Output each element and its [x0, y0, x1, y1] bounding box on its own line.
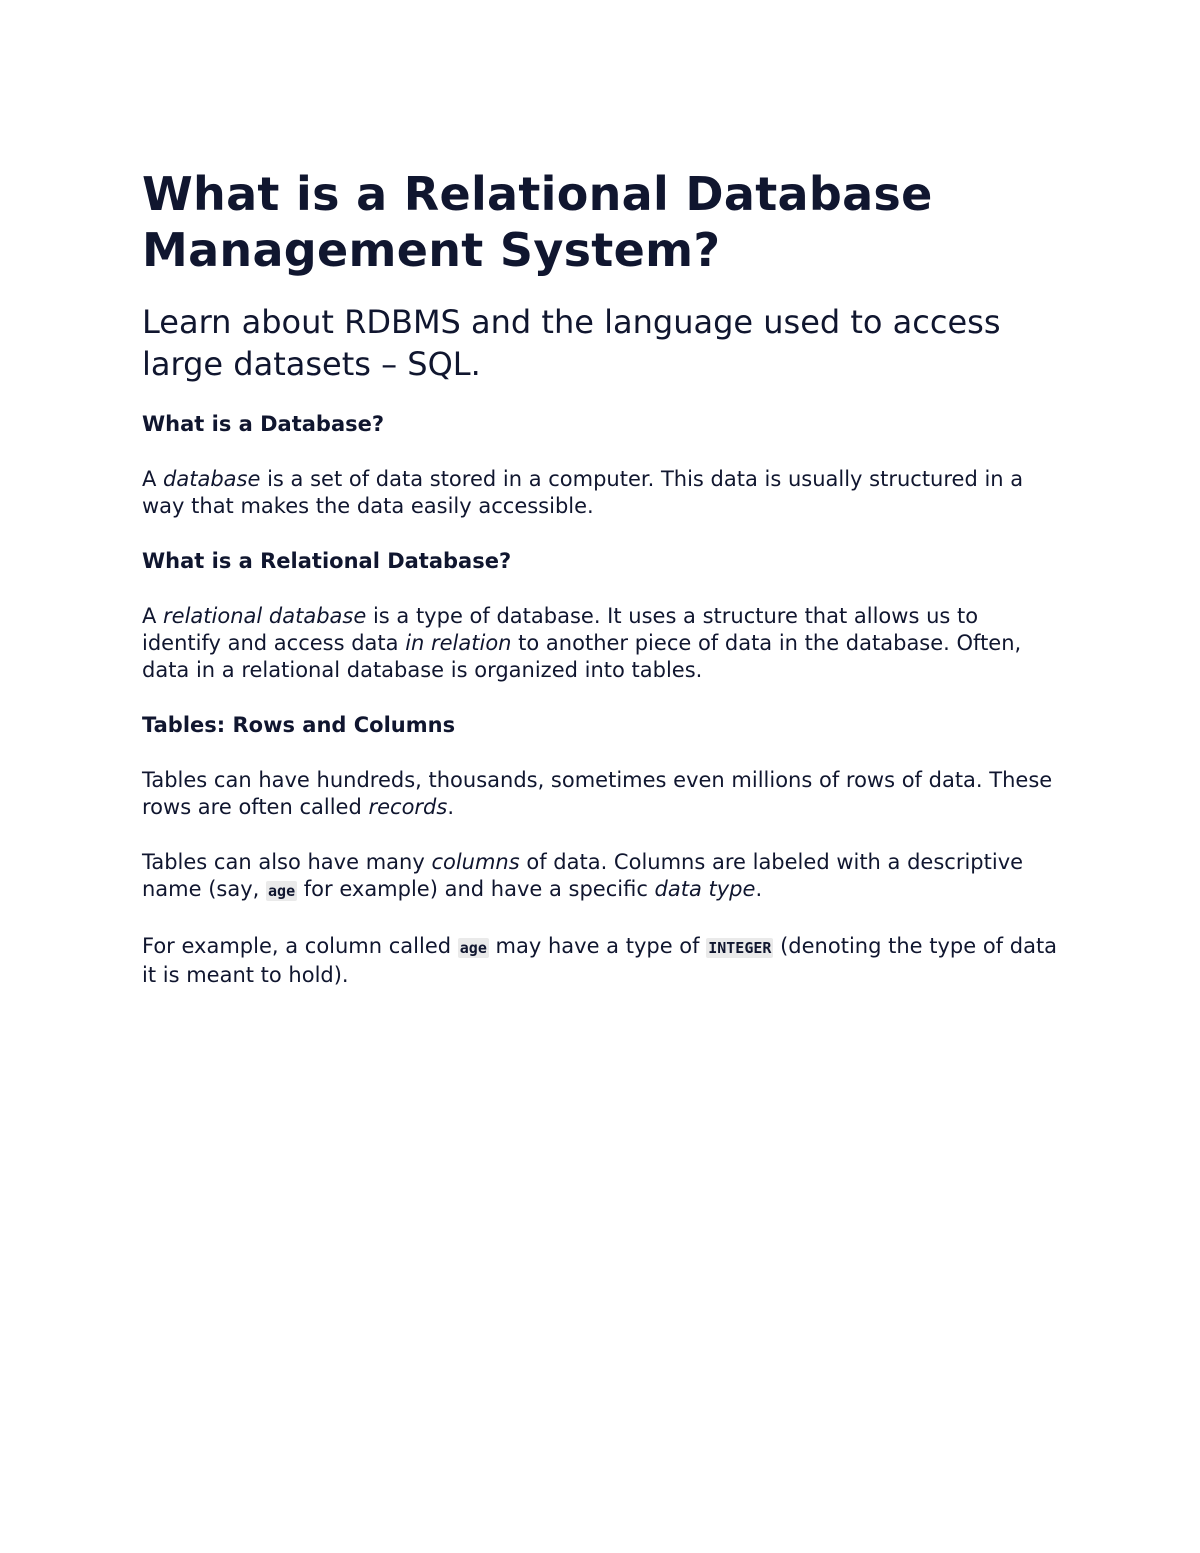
- inline-code-age: age: [459, 939, 487, 957]
- inline-code-age: age: [268, 882, 296, 900]
- page-subtitle: Learn about RDBMS and the language used to access large datasets – SQL.: [142, 303, 1001, 383]
- paragraph-tables-rows: Tables can have hundreds, thousands, sometimes even millions of rows of data. These rows are often called records.: [142, 768, 1053, 819]
- page-title: What is a Relational Database Management System?: [142, 167, 933, 277]
- paragraph-column-type-example: For example, a column called age may have a type of INTEGER (denoting the type of data it is meant to hold).: [142, 934, 1058, 987]
- section-heading-tables: Tables: Rows and Columns: [142, 713, 456, 737]
- paragraph-relational-database-definition: A relational database is a type of database. It uses a structure that allows us to identify and access data in relation to another piece of data in the database. Often, data in a relational database is organized into tables.: [142, 604, 1022, 682]
- section-heading-database: What is a Database?: [142, 412, 385, 436]
- document-page: [142, 166, 1062, 989]
- paragraph-database-definition: A database is a set of data stored in a computer. This data is usually structured in a way that makes the data easily accessible.: [142, 467, 1024, 518]
- inline-code-integer: INTEGER: [708, 939, 772, 957]
- paragraph-tables-columns: Tables can also have many columns of data. Columns are labeled with a descriptive name (say, age for example) and have a specific data type.: [142, 850, 1024, 901]
- section-heading-relational-database: What is a Relational Database?: [142, 549, 512, 573]
